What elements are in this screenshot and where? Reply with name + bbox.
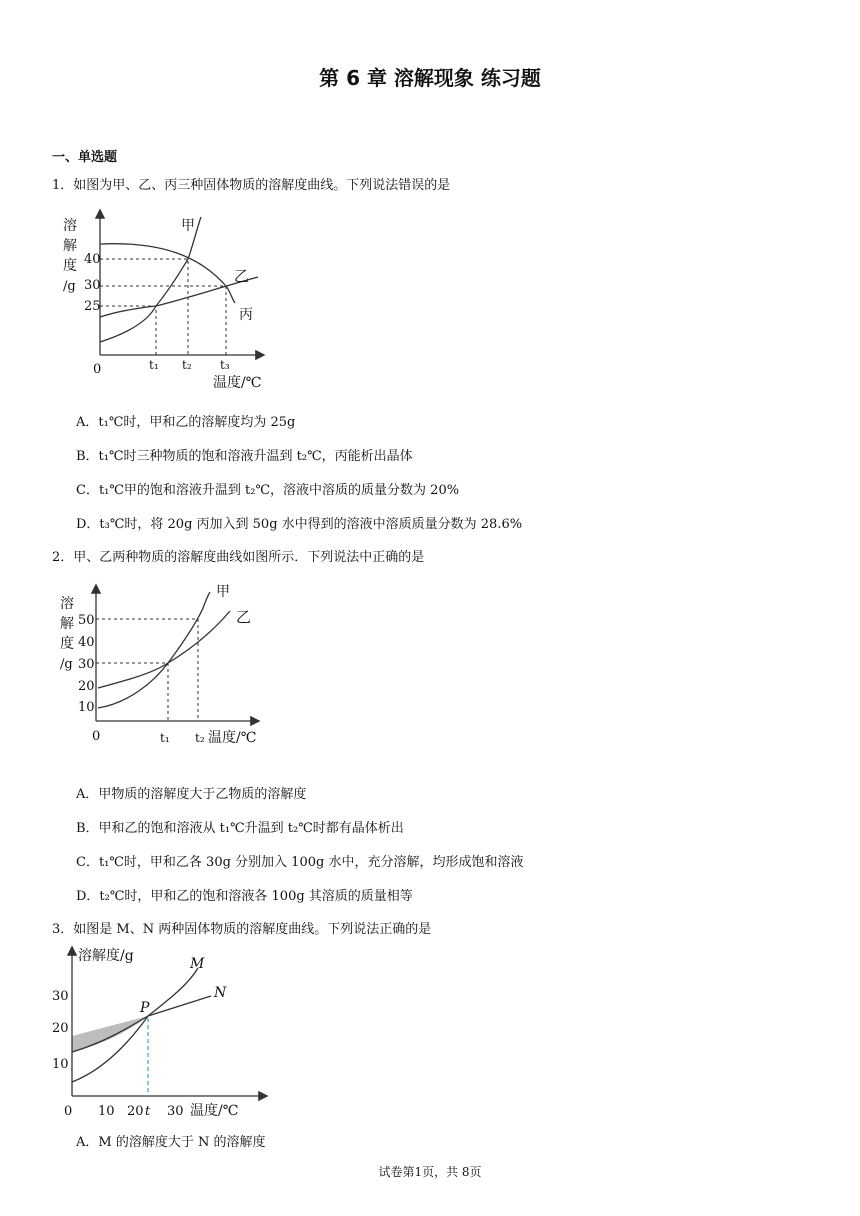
chart-2-ytick-30: 30 [78, 657, 95, 672]
chart-1-xtick-t2: t₂ [182, 358, 192, 372]
chart-1-series-jia [100, 217, 201, 342]
question-2-stem: 2．甲、乙两种物质的溶解度曲线如图所示．下列说法中正确的是 [52, 550, 425, 565]
chart-1-ylabel-2: 解 [63, 238, 77, 254]
chart-3-ytick-30: 30 [52, 989, 69, 1004]
chart-3-origin: 0 [64, 1104, 73, 1119]
q1-option-a: A．t₁℃时，甲和乙的溶解度均为 25g [76, 415, 296, 430]
chart-1-ytick-40: 40 [84, 252, 101, 267]
chart-2-xlabel: 温度/℃ [208, 730, 257, 746]
chart-2-ylabel-3: 度 [60, 636, 74, 652]
chart-1-ylabel-1: 溶 [63, 218, 77, 234]
chart-2-guide-50 [96, 619, 198, 721]
chart-2-ytick-50: 50 [78, 613, 95, 628]
question-3-stem: 3．如图是 M、N 两种固体物质的溶解度曲线。下列说法正确的是 [52, 922, 432, 937]
chart-2 [58, 578, 288, 753]
chart-3-xtick-20: 20 [127, 1104, 144, 1119]
chart-2-xtick-t2: t₂ [195, 731, 205, 745]
section-heading: 一、单选题 [52, 150, 118, 165]
chart-2-ytick-10: 10 [78, 700, 95, 715]
chart-3-legend-m: M [190, 956, 205, 972]
q2-option-c: C．t₁℃时，甲和乙各 30g 分别加入 100g 水中，充分溶解，均形成饱和溶液 [76, 855, 524, 870]
chart-1-legend-yi: 乙 [234, 267, 250, 285]
chart-2-legend-jia: 甲 [216, 584, 230, 600]
chart-1-xtick-t1: t₁ [149, 358, 159, 372]
chart-1-ylabel-3: 度 [63, 258, 77, 274]
chart-1-ytick-25: 25 [84, 299, 101, 314]
chart-3-legend-n: N [214, 985, 227, 1001]
chart-3-point-p: P [140, 1000, 150, 1016]
chart-1-ylabel-4: /g [63, 279, 76, 294]
chart-3-xlabel: 温度/℃ [190, 1103, 239, 1119]
page-footer: 试卷第1页，共 8页 [378, 1165, 482, 1179]
chart-2-ylabel-1: 溶 [60, 596, 74, 612]
chart-1-xlabel: 温度/℃ [213, 375, 262, 391]
chart-2-origin: 0 [92, 729, 101, 744]
chart-3-ylabel: 溶解度/g [78, 948, 134, 964]
chart-3-ytick-10: 10 [52, 1057, 69, 1072]
question-1-stem: 1．如图为甲、乙、丙三种固体物质的溶解度曲线。下列说法错误的是 [52, 178, 451, 193]
chart-3-shaded-region [72, 1016, 148, 1052]
chart-2-ylabel-2: 解 [60, 616, 74, 632]
chart-3-xtick-t: t [145, 1104, 151, 1119]
chart-2-ylabel-4: /g [60, 657, 73, 672]
chart-3-xtick-10: 10 [98, 1104, 115, 1119]
chart-2-series-jia [98, 592, 210, 708]
chart-1-origin: 0 [93, 362, 102, 377]
q2-option-b: B．甲和乙的饱和溶液从 t₁℃升温到 t₂℃时都有晶体析出 [76, 821, 404, 836]
chart-1-series-bing [100, 244, 235, 303]
chart-3-xtick-30: 30 [167, 1104, 184, 1119]
chart-2-legend-yi: 乙 [236, 608, 252, 626]
q2-option-d: D．t₂℃时，甲和乙的饱和溶液各 100g 其溶质的质量相等 [76, 889, 413, 904]
chart-1 [58, 205, 288, 395]
chart-2-series-yi [98, 611, 230, 688]
chart-1-ytick-30: 30 [84, 278, 101, 293]
chart-2-guide-30 [96, 663, 168, 721]
chart-3 [48, 940, 308, 1125]
q2-option-a: A．甲物质的溶解度大于乙物质的溶解度 [76, 787, 307, 802]
chart-3-ytick-20: 20 [52, 1021, 69, 1036]
chart-1-xtick-t3: t₃ [220, 358, 230, 372]
chart-1-legend-bing: 丙 [239, 307, 253, 323]
q1-option-b: B．t₁℃时三种物质的饱和溶液升温到 t₂℃，丙能析出晶体 [76, 449, 413, 464]
chart-2-xtick-t1: t₁ [160, 731, 170, 745]
chart-1-legend-jia: 甲 [181, 218, 195, 234]
page-title: 第 6 章 溶解现象 练习题 [319, 66, 541, 90]
q1-option-d: D．t₃℃时，将 20g 丙加入到 50g 水中得到的溶液中溶质质量分数为 28.6% [76, 517, 523, 532]
chart-2-ytick-20: 20 [78, 679, 95, 694]
q1-option-c: C．t₁℃甲的饱和溶液升温到 t₂℃，溶液中溶质的质量分数为 20% [76, 483, 460, 498]
q3-option-a: A．M 的溶解度大于 N 的溶解度 [76, 1135, 266, 1150]
chart-2-ytick-40: 40 [78, 635, 95, 650]
